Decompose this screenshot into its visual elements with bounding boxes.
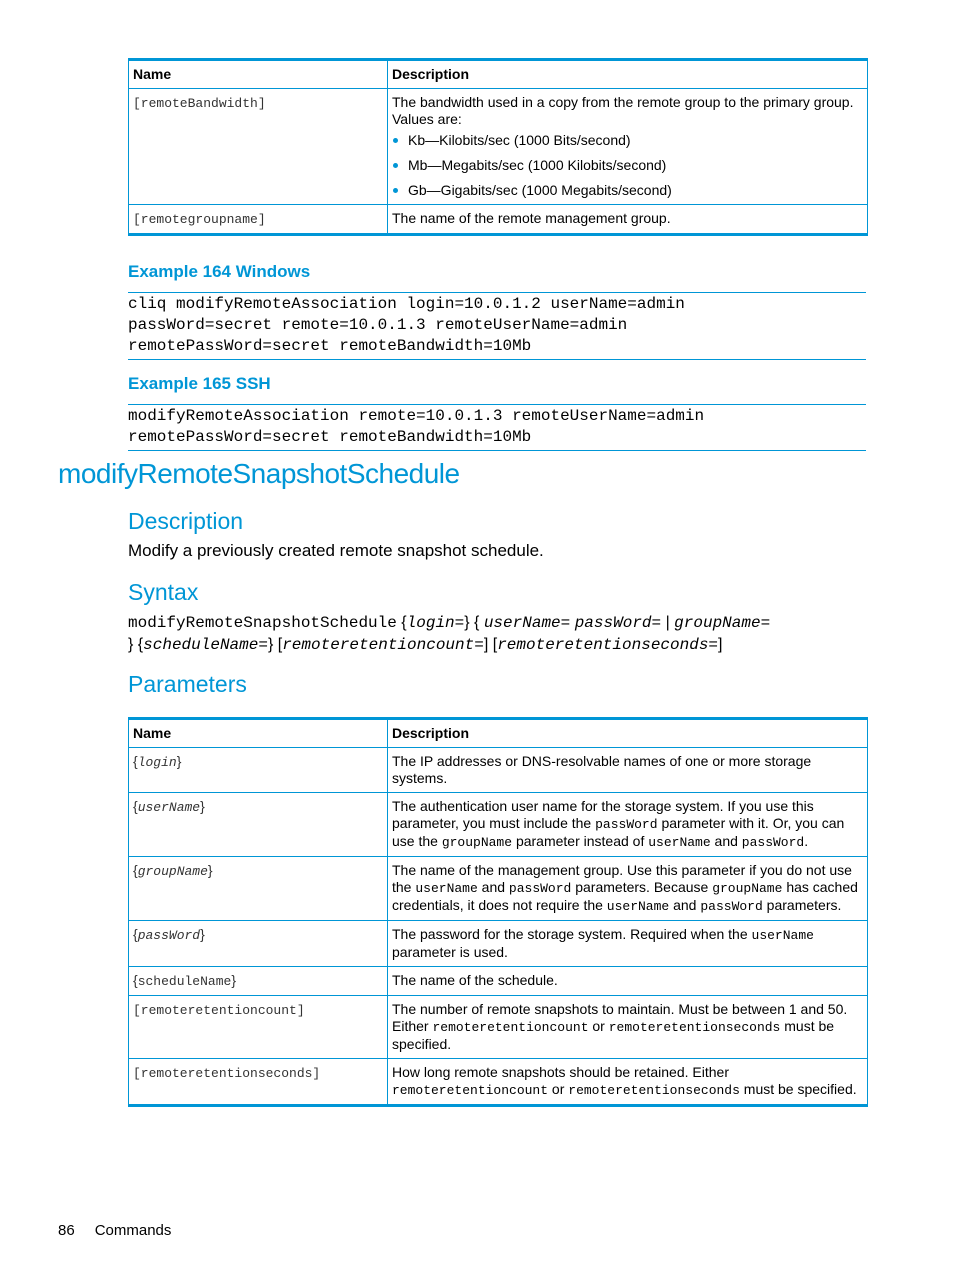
table-row: {groupName} The name of the management group. Use this parameter if you do not use the userName and passWord parameters. Because groupName has cached credentials, it does not require the userName and passWord parameters.	[129, 857, 868, 921]
example-165-code: modifyRemoteAssociation remote=10.0.1.3 remoteUserName=admin remotePassWord=secret remoteBandwidth=10Mb	[128, 404, 866, 451]
page-title: modifyRemoteSnapshotSchedule	[58, 458, 460, 489]
syntax-block: modifyRemoteSnapshotSchedule {login=} { userName= passWord= | groupName= } {scheduleName=} [remoteretentioncount=] [remoteretentionseconds=]	[128, 614, 771, 654]
list-item: Mb—Megabits/sec (1000 Kilobits/second)	[408, 157, 863, 174]
param-description: The bandwidth used in a copy from the remote group to the primary group. Values are:	[392, 94, 854, 127]
list-item: Gb—Gigabits/sec (1000 Megabits/second)	[408, 182, 863, 199]
footer-section: Commands	[94, 1222, 172, 1239]
table-row: {passWord} The password for the storage system. Required when the userName parameter is used.	[129, 921, 868, 967]
param-description: The IP addresses or DNS-resolvable names of one or more storage systems.	[388, 748, 868, 793]
description-header: Description	[388, 719, 868, 748]
name-header: Name	[129, 719, 388, 748]
param-description: How long remote snapshots should be retained. Either remoteretentioncount or remoteretentionseconds must be specified.	[388, 1059, 868, 1106]
description-header: Description	[388, 60, 868, 89]
parameters-table	[128, 717, 868, 1107]
syntax-heading: Syntax	[128, 579, 199, 605]
table-row	[129, 89, 868, 205]
description-heading: Description	[128, 508, 244, 534]
description-text: Modify a previously created remote snapshot schedule.	[128, 541, 544, 560]
list-item: Kb—Kilobits/sec (1000 Bits/second)	[408, 132, 863, 149]
param-name: [remoteretentionseconds]	[133, 1066, 321, 1081]
table-row: {userName} The authentication user name for the storage system. If you use this parameter, you must include the passWord parameter with it. Or, you can use the groupName parameter instead of userName and passWord.	[129, 793, 868, 857]
example-164-title: Example 164 Windows	[128, 262, 311, 281]
table-row: {login} The IP addresses or DNS-resolvable names of one or more storage systems.	[129, 748, 868, 793]
name-header: Name	[129, 60, 388, 89]
top-parameters-table	[128, 58, 868, 236]
param-name: scheduleName	[137, 974, 232, 989]
param-name: [remoteretentioncount]	[133, 1003, 305, 1018]
param-description: The password for the storage system. Required when the userName parameter is used.	[388, 921, 868, 967]
param-description: The name of the management group. Use this parameter if you do not use the userName and passWord parameters. Because groupName has cached credentials, it does not require the userName and passWord parameters.	[388, 857, 868, 921]
param-description: The number of remote snapshots to maintain. Must be between 1 and 50. Either remoteretentioncount or remoteretentionseconds must be specified.	[388, 996, 868, 1059]
page-number: 86	[58, 1222, 75, 1239]
table-row	[129, 205, 868, 235]
table-row	[129, 996, 868, 1059]
values-list	[392, 132, 863, 199]
param-name: userName	[137, 800, 201, 815]
parameters-heading: Parameters	[128, 671, 247, 697]
example-164-code: cliq modifyRemoteAssociation login=10.0.1.2 userName=admin passWord=secret remote=10.0.1.3 remoteUserName=admin remotePassWord=secret remoteBandwidth=10Mb	[128, 292, 866, 360]
table-row: {scheduleName} The name of the schedule.	[129, 967, 868, 996]
param-description: The authentication user name for the storage system. If you use this parameter, you must include the passWord parameter with it. Or, you can use the groupName parameter instead of userName and passWord.	[388, 793, 868, 857]
table-row	[129, 1059, 868, 1106]
param-name: groupName	[137, 864, 208, 879]
example-165-title: Example 165 SSH	[128, 374, 271, 393]
page-footer	[58, 1222, 191, 1239]
param-description: The name of the remote management group.	[388, 205, 868, 235]
param-description: The name of the schedule.	[388, 967, 868, 996]
param-name: passWord	[137, 928, 201, 943]
param-name: [remoteBandwidth]	[133, 96, 266, 111]
param-name: [remotegroupname]	[133, 212, 266, 227]
param-name: login	[137, 755, 177, 770]
